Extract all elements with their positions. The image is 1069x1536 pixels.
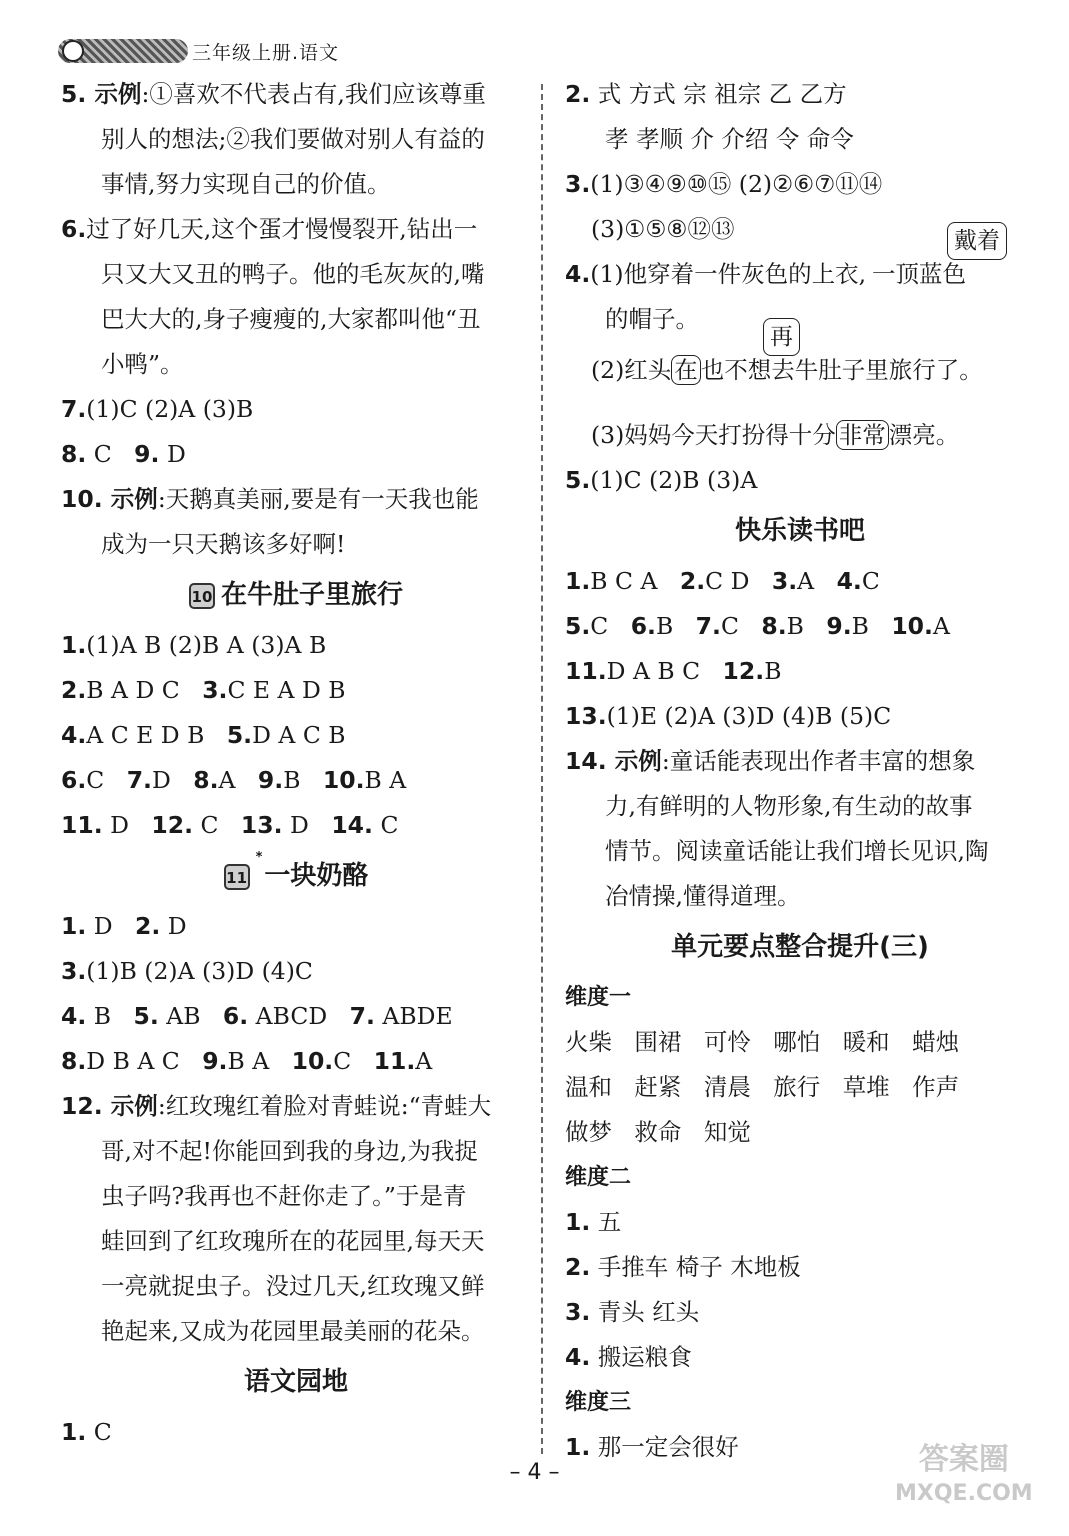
answer-line: 小鸭”。 xyxy=(101,350,184,378)
answer-line: 2.B A D C 3.C E A D B xyxy=(61,676,346,704)
answer-line: 事情,努力实现自己的价值。 xyxy=(101,170,391,198)
section-heading: 快乐读书吧 xyxy=(734,516,865,546)
right-column xyxy=(565,72,1035,1470)
answer-line: 成为一只天鹅该多好啊! xyxy=(101,530,346,558)
answer-line: 1. D 2. D xyxy=(61,912,187,940)
correction-insert: 再 xyxy=(763,318,800,356)
dimension-label: 维度二 xyxy=(565,1165,632,1190)
column-divider xyxy=(541,84,543,1454)
answer-line: 1.(1)A B (2)B A (3)A B xyxy=(61,631,327,659)
answer-line: 14. 示例:童话能表现出作者丰富的想象 xyxy=(565,747,976,775)
answer-line: 艳起来,又成为花园里最美丽的花朵。 xyxy=(101,1317,485,1345)
answer-line: 别人的想法;②我们要做对别人有益的 xyxy=(101,125,485,153)
page-header xyxy=(58,38,339,64)
section-heading: 10 在牛肚子里旅行 xyxy=(61,567,531,623)
dimension-label: 维度三 xyxy=(565,1390,632,1415)
answer-line: 虫子吗?我再也不赶你走了。”于是青 xyxy=(101,1182,467,1210)
answer-line: 哥,对不起!你能回到我的身边,为我捉 xyxy=(101,1137,478,1165)
correction-box: 在 xyxy=(671,355,701,385)
answer-line: 1. 那一定会很好 xyxy=(565,1433,739,1461)
answer-line: 7.(1)C (2)A (3)B xyxy=(61,395,254,423)
answer-line: 6.过了好几天,这个蛋才慢慢裂开,钻出一 xyxy=(61,215,478,243)
page-number: – 4 – xyxy=(509,1460,560,1485)
answer-line: 4. 搬运粮食 xyxy=(565,1343,692,1371)
word-row: 火柴 围裙 可怜 哪怕 暖和 蜡烛 xyxy=(565,1028,960,1056)
answer-line: 10. 示例:天鹅真美丽,要是有一天我也能 xyxy=(61,485,479,513)
left-column xyxy=(61,72,531,1455)
answer-line: 巴大大的,身子瘦瘦的,大家都叫他“丑 xyxy=(101,305,481,333)
answer-line: 3.(1)③④⑨⑩⑮ (2)②⑥⑦⑪⑭ xyxy=(565,170,883,198)
answer-line: 孝 孝顺 介 介绍 令 命令 xyxy=(605,125,854,153)
answer-line: 冶情操,懂得道理。 xyxy=(605,882,801,910)
answer-line: 只又大又丑的鸭子。他的毛灰灰的,嘴 xyxy=(101,260,485,288)
answer-line: 5. 示例:①喜欢不代表占有,我们应该尊重 xyxy=(61,80,486,108)
answer-line: 5.(1)C (2)B (3)A xyxy=(565,466,758,494)
answer-line: 1.B C A 2.C D 3.A 4.C xyxy=(565,567,880,595)
answer-line: 6.C 7.D 8.A 9.B 10.B A xyxy=(61,766,407,794)
answer-line: 11.D A B C 12.B xyxy=(565,657,782,685)
answer-line: (2)红头 在 也不想去牛肚子里旅行了。 再 xyxy=(565,348,1035,393)
answer-line: 2. 式 方式 宗 祖宗 乙 乙方 xyxy=(565,80,847,108)
correction-box: 非常 xyxy=(836,420,889,450)
lesson-number-badge: 10 xyxy=(189,583,215,609)
watermark-logo: 答案圈 MXQE.COM xyxy=(895,1442,1033,1506)
answer-line: 一亮就捉虫子。没过几天,红玫瑰又鲜 xyxy=(101,1272,485,1300)
answer-line: 的帽子。 xyxy=(605,305,699,333)
answer-line: 11. D 12. C 13. D 14. C xyxy=(61,811,399,839)
answer-line: 12. 示例:红玫瑰红着脸对青蛙说:“青蛙大 xyxy=(61,1092,492,1120)
answer-line: 4.A C E D B 5.D A C B xyxy=(61,721,346,749)
word-row: 温和 赶紧 清晨 旅行 草堆 作声 xyxy=(565,1073,960,1101)
answer-line: 13.(1)E (2)A (3)D (4)B (5)C xyxy=(565,702,892,730)
dimension-label: 维度一 xyxy=(565,985,632,1010)
correction-insert: 戴着 xyxy=(947,222,1007,260)
answer-line: 3.(1)B (2)A (3)D (4)C xyxy=(61,957,313,985)
answer-line: 8. C 9. D xyxy=(61,440,186,468)
answer-line: 力,有鲜明的人物形象,有生动的故事 xyxy=(605,792,973,820)
series-logo xyxy=(58,39,188,63)
answer-line: 1. 五 xyxy=(565,1208,622,1236)
answer-line: (3)妈妈今天打扮得十分 非常 漂亮。 xyxy=(591,421,960,449)
section-heading: 单元要点整合提升(三) xyxy=(671,932,929,962)
answer-line: 4. B 5. AB 6. ABCD 7. ABDE xyxy=(61,1002,453,1030)
answer-line: 2. 手推车 椅子 木地板 xyxy=(565,1253,801,1281)
logo-disc-icon xyxy=(62,40,84,62)
header-title: 三年级上册.语文 xyxy=(192,41,340,64)
answer-line: 3. 青头 红头 xyxy=(565,1298,700,1326)
word-row: 做梦 救命 知觉 xyxy=(565,1118,751,1146)
section-heading: 语文园地 xyxy=(243,1367,348,1397)
answer-line: 8.D B A C 9.B A 10.C 11.A xyxy=(61,1047,433,1075)
answer-line: (3)①⑤⑧⑫⑬ xyxy=(591,215,735,243)
answer-line: 1. C xyxy=(61,1418,112,1446)
section-heading: 11*一块奶酪 xyxy=(61,848,531,904)
answer-line: 蛙回到了红玫瑰所在的花园里,每天天 xyxy=(101,1227,485,1255)
answer-line: 情节。阅读童话能让我们增长见识,陶 xyxy=(605,837,989,865)
lesson-number-badge: 11 xyxy=(224,864,250,890)
answer-line: 4.(1)他穿着一件灰色的上衣, 一顶蓝色 戴着 xyxy=(565,252,1035,297)
answer-line: 5.C 6.B 7.C 8.B 9.B 10.A xyxy=(565,612,950,640)
